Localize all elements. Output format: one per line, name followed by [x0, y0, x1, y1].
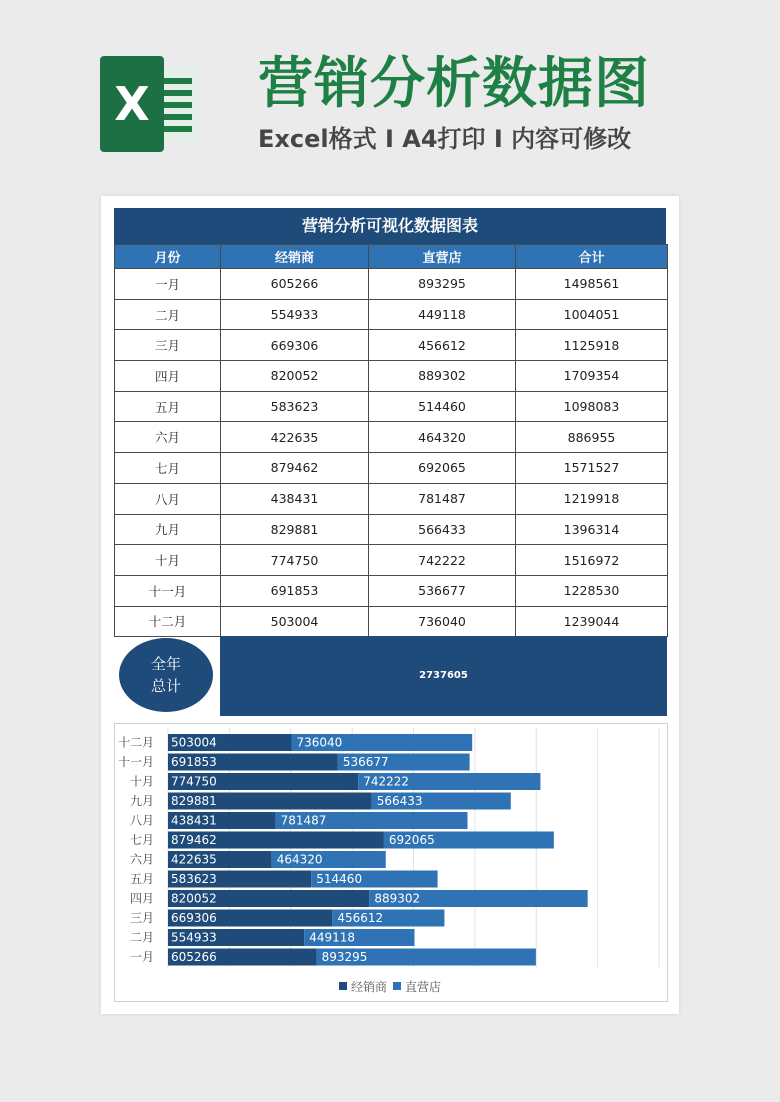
data-label-store: 893295: [321, 950, 368, 964]
data-label-dealer: 422635: [171, 852, 217, 867]
chart-category-label: 二月: [129, 930, 154, 945]
cell-total: 1125918: [516, 330, 668, 361]
chart-category-label: 五月: [129, 872, 154, 886]
data-label-store: 742222: [363, 774, 410, 789]
data-label-dealer: 554933: [171, 930, 217, 945]
cell-month: 六月: [115, 422, 221, 453]
chart-category-label: 四月: [129, 891, 154, 906]
cell-store: 889302: [369, 361, 516, 392]
data-label-store: 514460: [316, 872, 363, 886]
cell-dealer: 605266: [221, 269, 369, 300]
cell-store: 736040: [369, 606, 516, 637]
cell-month: 二月: [115, 299, 221, 330]
logo-letter: X: [114, 77, 150, 131]
chart-category-label: 八月: [129, 813, 154, 828]
data-label-dealer: 879462: [171, 833, 217, 847]
cell-month: 九月: [115, 514, 221, 545]
cell-dealer: 829881: [221, 514, 369, 545]
cell-dealer: 820052: [221, 361, 369, 392]
page-title: 营销分析数据图: [258, 51, 651, 115]
data-label-store: 449118: [309, 930, 356, 945]
cell-store: 893295: [369, 269, 516, 300]
data-label-dealer: 774750: [171, 774, 217, 789]
cell-store: 742222: [369, 545, 516, 576]
cell-month: 十一月: [115, 575, 221, 606]
legend-swatch-dealer: [339, 982, 347, 990]
cell-store: 456612: [369, 330, 516, 361]
header-total: 合计: [516, 245, 668, 269]
cell-total: 1571527: [516, 453, 668, 484]
data-label-dealer: 829881: [171, 794, 217, 808]
table-title: 营销分析可视化数据图表: [114, 208, 666, 244]
annual-total-value: 2737605: [220, 636, 667, 716]
annual-total-label-2: 总计: [150, 677, 181, 695]
header-store: 直营店: [369, 245, 516, 269]
cell-month: 十二月: [115, 606, 221, 637]
header-month: 月份: [115, 245, 221, 269]
data-label-store: 566433: [376, 794, 423, 808]
cell-store: 781487: [369, 483, 516, 514]
legend-item-store: [393, 978, 441, 995]
data-label-dealer: 583623: [171, 872, 217, 886]
data-label-store: 736040: [296, 735, 343, 750]
cell-month: 七月: [115, 453, 221, 484]
legend-label-dealer: 经销商: [350, 979, 387, 994]
annual-total-label-1: 全年: [150, 655, 181, 673]
data-label-dealer: 669306: [171, 911, 217, 925]
legend-item-dealer: [339, 978, 387, 995]
cell-total: 1239044: [516, 606, 668, 637]
data-label-store: 464320: [276, 852, 323, 867]
cell-store: 449118: [369, 299, 516, 330]
cell-dealer: 691853: [221, 575, 369, 606]
cell-total: 1219918: [516, 483, 668, 514]
cell-store: 692065: [369, 453, 516, 484]
cell-total: 886955: [516, 422, 668, 453]
cell-month: 十月: [115, 545, 221, 576]
cell-dealer: 438431: [221, 483, 369, 514]
chart-category-label: 一月: [129, 950, 154, 964]
chart-legend: [114, 977, 666, 995]
data-label-store: 536677: [342, 755, 389, 769]
cell-total: 1396314: [516, 514, 668, 545]
cell-total: 1498561: [516, 269, 668, 300]
cell-total: 1098083: [516, 391, 668, 422]
legend-label-store: 直营店: [405, 979, 442, 994]
cell-total: 1004051: [516, 299, 668, 330]
data-label-store: 692065: [388, 833, 435, 847]
cell-month: 一月: [115, 269, 221, 300]
cell-dealer: 554933: [221, 299, 369, 330]
cell-store: 566433: [369, 514, 516, 545]
cell-dealer: 422635: [221, 422, 369, 453]
data-label-store: 889302: [374, 891, 421, 906]
cell-total: 1516972: [516, 545, 668, 576]
data-label-dealer: 605266: [171, 950, 217, 964]
chart-category-label: 六月: [129, 852, 154, 867]
cell-store: 464320: [369, 422, 516, 453]
cell-month: 四月: [115, 361, 221, 392]
cell-total: 1228530: [516, 575, 668, 606]
chart-category-label: 十一月: [117, 755, 154, 769]
data-label-dealer: 438431: [171, 813, 217, 828]
cell-dealer: 669306: [221, 330, 369, 361]
chart-category-label: 十二月: [117, 735, 154, 750]
cell-month: 五月: [115, 391, 221, 422]
chart-category-label: 九月: [129, 794, 154, 808]
cell-total: 1709354: [516, 361, 668, 392]
data-label-dealer: 820052: [171, 891, 217, 906]
cell-store: 536677: [369, 575, 516, 606]
header-dealer: 经销商: [221, 245, 369, 269]
cell-dealer: 583623: [221, 391, 369, 422]
cell-dealer: 503004: [221, 606, 369, 637]
page-subtitle: Excel格式 I A4打印 I 内容可修改: [258, 125, 632, 153]
chart-category-label: 七月: [129, 833, 154, 847]
data-label-store: 456612: [337, 911, 384, 925]
cell-month: 三月: [115, 330, 221, 361]
chart-category-label: 十月: [129, 774, 154, 789]
chart-category-label: 三月: [129, 911, 154, 925]
data-label-store: 781487: [280, 813, 327, 828]
cell-dealer: 879462: [221, 453, 369, 484]
legend-swatch-store: [393, 982, 401, 990]
cell-month: 八月: [115, 483, 221, 514]
data-label-dealer: 503004: [171, 735, 217, 750]
cell-dealer: 774750: [221, 545, 369, 576]
cell-store: 514460: [369, 391, 516, 422]
data-label-dealer: 691853: [171, 755, 217, 769]
